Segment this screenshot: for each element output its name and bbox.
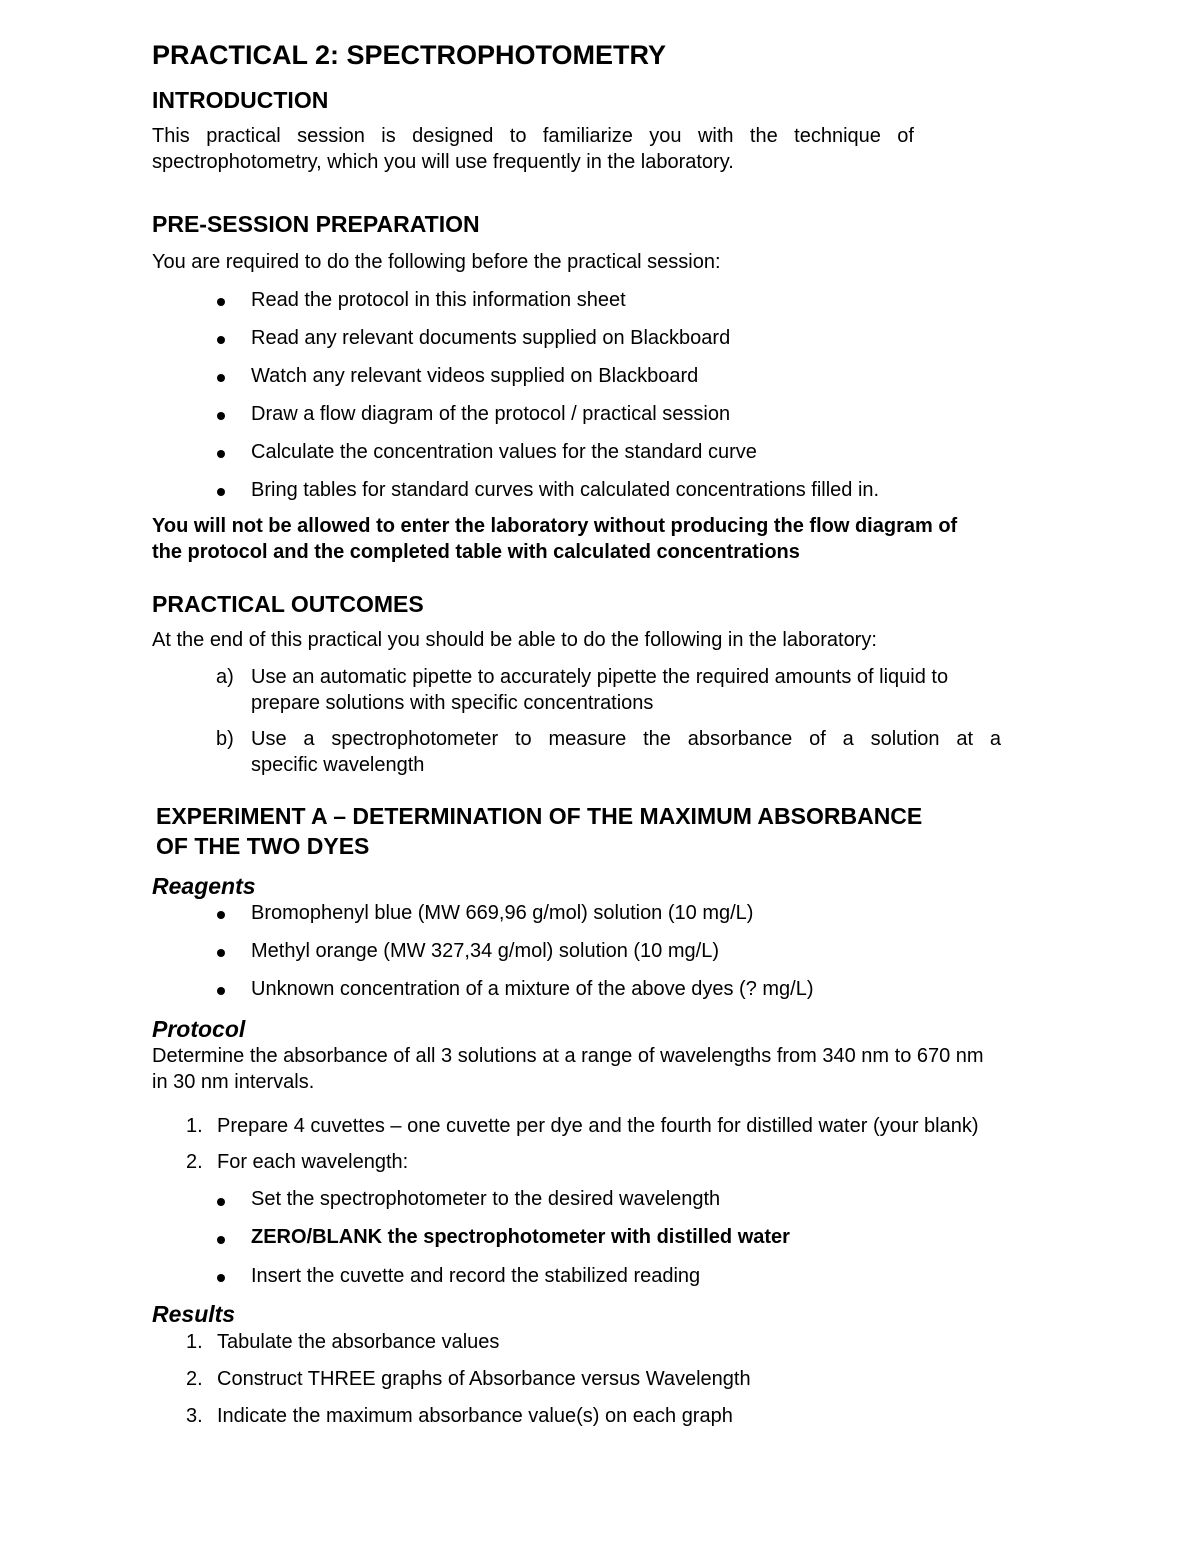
bullet-icon: [217, 911, 225, 919]
preparation-item: Read the protocol in this information sheet: [251, 289, 626, 311]
experiment-heading-line-2: OF THE TWO DYES: [156, 833, 370, 859]
experiment-heading-line-1: EXPERIMENT A – DETERMINATION OF THE MAXIMUM ABSORBANCE: [156, 803, 923, 829]
outcomes-heading: PRACTICAL OUTCOMES: [152, 591, 424, 617]
outcome-marker: a): [216, 666, 234, 688]
preparation-item: Read any relevant documents supplied on Blackboard: [251, 327, 731, 349]
step-text: For each wavelength:: [217, 1151, 409, 1173]
preparation-heading: PRE-SESSION PREPARATION: [152, 211, 480, 237]
protocol-heading: Protocol: [152, 1016, 246, 1042]
outcome-line: specific wavelength: [251, 754, 425, 776]
introduction-heading: INTRODUCTION: [152, 87, 329, 113]
bullet-icon: [217, 488, 225, 496]
bullet-icon: [217, 1198, 225, 1206]
step-number: 2.: [186, 1151, 203, 1173]
preparation-item: Draw a flow diagram of the protocol / practical session: [251, 403, 731, 425]
result-text: Tabulate the absorbance values: [217, 1331, 500, 1353]
result-number: 2.: [186, 1368, 203, 1390]
introduction-line-2: spectrophotometry, which you will use frequently in the laboratory.: [152, 151, 734, 173]
reagent-item: Unknown concentration of a mixture of the above dyes (? mg/L): [251, 978, 814, 1000]
substep-item: Insert the cuvette and record the stabilized reading: [251, 1265, 701, 1287]
results-heading: Results: [152, 1301, 236, 1327]
substep-item: ZERO/BLANK the spectrophotometer with distilled water: [251, 1226, 790, 1248]
result-text: Indicate the maximum absorbance value(s) on each graph: [217, 1405, 733, 1427]
preparation-item: Calculate the concentration values for the standard curve: [251, 441, 757, 463]
bullet-icon: [217, 1274, 225, 1282]
bullet-icon: [217, 987, 225, 995]
bullet-icon: [217, 374, 225, 382]
step-text: Prepare 4 cuvettes – one cuvette per dye and the fourth for distilled water (your blank): [217, 1115, 979, 1137]
result-text: Construct THREE graphs of Absorbance versus Wavelength: [217, 1368, 751, 1390]
outcome-line: Use an automatic pipette to accurately pipette the required amounts of liquid to: [251, 666, 949, 688]
outcome-line: Use a spectrophotometer to measure the absorbance of a solution at a: [251, 728, 1001, 750]
preparation-item: Bring tables for standard curves with calculated concentrations filled in.: [251, 479, 880, 501]
protocol-line-1: Determine the absorbance of all 3 solutions at a range of wavelengths from 340 nm to 670 nm: [152, 1045, 984, 1067]
reagents-heading: Reagents: [152, 873, 256, 899]
bullet-icon: [217, 1236, 225, 1244]
bullet-icon: [217, 949, 225, 957]
outcome-line: prepare solutions with specific concentrations: [251, 692, 654, 714]
preparation-intro: You are required to do the following before the practical session:: [152, 251, 721, 273]
introduction-line-1: This practical session is designed to familiarize you with the technique of: [152, 125, 914, 147]
result-number: 1.: [186, 1331, 203, 1353]
step-number: 1.: [186, 1115, 203, 1137]
bullet-icon: [217, 412, 225, 420]
protocol-line-2: in 30 nm intervals.: [152, 1071, 315, 1093]
preparation-warning-line-1: You will not be allowed to enter the laboratory without producing the flow diagram of: [152, 515, 958, 537]
bullet-icon: [217, 336, 225, 344]
preparation-item: Watch any relevant videos supplied on Blackboard: [251, 365, 699, 387]
reagent-item: Methyl orange (MW 327,34 g/mol) solution (10 mg/L): [251, 940, 719, 962]
preparation-warning-line-2: the protocol and the completed table with calculated concentrations: [152, 541, 800, 563]
bullet-icon: [217, 450, 225, 458]
bullet-icon: [217, 298, 225, 306]
result-number: 3.: [186, 1405, 203, 1427]
reagent-item: Bromophenyl blue (MW 669,96 g/mol) solution (10 mg/L): [251, 902, 754, 924]
outcome-marker: b): [216, 728, 234, 750]
substep-item: Set the spectrophotometer to the desired wavelength: [251, 1188, 721, 1210]
outcomes-intro: At the end of this practical you should be able to do the following in the laboratory:: [152, 629, 877, 651]
page-title: PRACTICAL 2: SPECTROPHOTOMETRY: [152, 40, 667, 70]
